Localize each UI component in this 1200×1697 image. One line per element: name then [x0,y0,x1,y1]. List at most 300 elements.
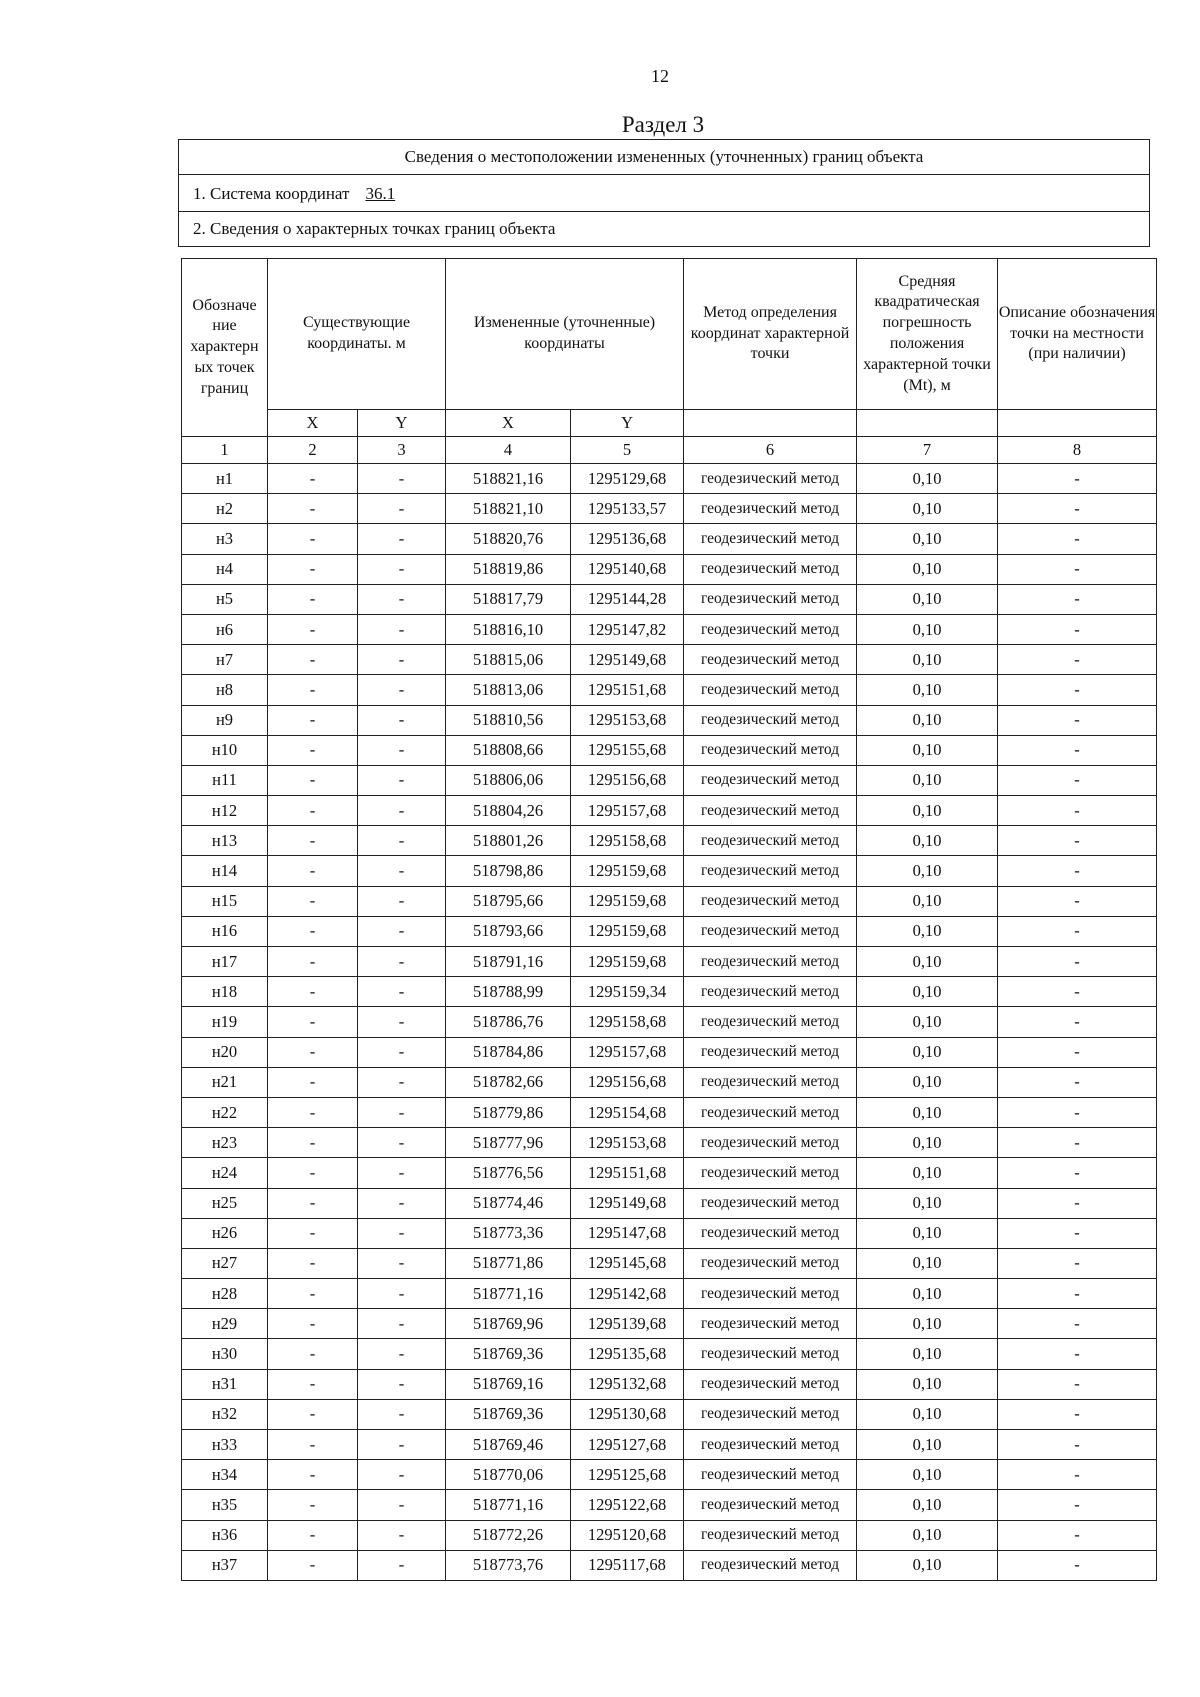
method-cell: геодезический метод [684,1067,857,1097]
point-id-cell: н32 [182,1399,268,1429]
mean-square-error-cell: 0,10 [857,494,998,524]
existing-x-cell: - [268,765,358,795]
existing-y-cell: - [358,675,446,705]
mean-square-error-cell: 0,10 [857,1248,998,1278]
table-row [182,1037,1157,1067]
existing-y-cell: - [358,1067,446,1097]
changed-y-cell: 1295147,68 [571,1218,684,1248]
point-description-cell: - [998,1007,1157,1037]
changed-y-cell: 1295117,68 [571,1550,684,1580]
changed-x-cell: 518808,66 [446,735,571,765]
changed-y-cell: 1295155,68 [571,735,684,765]
changed-x-cell: 518771,16 [446,1490,571,1520]
section-title: Раздел 3 [621,112,705,137]
point-id-cell: н13 [182,826,268,856]
point-description-cell: - [998,977,1157,1007]
method-cell: геодезический метод [684,675,857,705]
method-cell: геодезический метод [684,916,857,946]
changed-y-cell: 1295125,68 [571,1460,684,1490]
changed-x-cell: 518793,66 [446,916,571,946]
point-id-cell: н20 [182,1037,268,1067]
existing-x-cell: - [268,1097,358,1127]
mean-square-error-cell: 0,10 [857,464,998,494]
changed-x-cell: 518816,10 [446,614,571,644]
method-cell: геодезический метод [684,1128,857,1158]
changed-y-cell: 1295159,68 [571,947,684,977]
point-id-cell: н27 [182,1248,268,1278]
method-cell: геодезический метод [684,1188,857,1218]
changed-x-cell: 518817,79 [446,584,571,614]
point-id-cell: н37 [182,1550,268,1580]
table-row [182,1158,1157,1188]
table-row [182,1309,1157,1339]
table-row [182,1218,1157,1248]
point-id-cell: н3 [182,524,268,554]
mean-square-error-cell: 0,10 [857,1309,998,1339]
point-id-cell: н16 [182,916,268,946]
existing-x-cell: - [268,886,358,916]
method-cell: геодезический метод [684,524,857,554]
header-existing-coordinates: Существующие координаты. м [268,259,446,410]
point-id-cell: н1 [182,464,268,494]
changed-x-cell: 518815,06 [446,645,571,675]
point-description-cell: - [998,614,1157,644]
point-id-cell: н30 [182,1339,268,1369]
mean-square-error-cell: 0,10 [857,886,998,916]
header-empty-cell [857,410,998,437]
point-description-cell: - [998,735,1157,765]
changed-y-cell: 1295140,68 [571,554,684,584]
changed-y-cell: 1295159,34 [571,977,684,1007]
existing-x-cell: - [268,1128,358,1158]
header-point-designation: Обозначе ние характерн ых точек границ [182,259,268,437]
point-id-cell: н11 [182,765,268,795]
point-id-cell: н18 [182,977,268,1007]
changed-x-cell: 518769,16 [446,1369,571,1399]
point-id-cell: н36 [182,1520,268,1550]
method-cell: геодезический метод [684,1490,857,1520]
changed-y-cell: 1295147,82 [571,614,684,644]
existing-y-cell: - [358,1188,446,1218]
changed-y-cell: 1295144,28 [571,584,684,614]
column-number: 3 [358,437,446,464]
method-cell: геодезический метод [684,856,857,886]
method-cell: геодезический метод [684,1550,857,1580]
point-id-cell: н29 [182,1309,268,1339]
coordinate-system-row [179,175,1149,212]
method-cell: геодезический метод [684,765,857,795]
table-row [182,1128,1157,1158]
existing-x-cell: - [268,735,358,765]
point-id-cell: н24 [182,1158,268,1188]
existing-y-cell: - [358,947,446,977]
changed-x-cell: 518806,06 [446,765,571,795]
method-cell: геодезический метод [684,614,857,644]
table-row [182,524,1157,554]
changed-x-cell: 518810,56 [446,705,571,735]
existing-y-cell: - [358,524,446,554]
mean-square-error-cell: 0,10 [857,1097,998,1127]
table-row [182,554,1157,584]
point-id-cell: н2 [182,494,268,524]
changed-y-cell: 1295159,68 [571,856,684,886]
existing-x-cell: - [268,826,358,856]
changed-y-cell: 1295156,68 [571,1067,684,1097]
table-row [182,1520,1157,1550]
existing-y-cell: - [358,1158,446,1188]
changed-y-cell: 1295130,68 [571,1399,684,1429]
existing-y-cell: - [358,1460,446,1490]
changed-y-cell: 1295151,68 [571,675,684,705]
point-description-cell: - [998,765,1157,795]
point-id-cell: н12 [182,796,268,826]
table-row [182,1279,1157,1309]
point-description-cell: - [998,1248,1157,1278]
table-row [182,584,1157,614]
changed-x-cell: 518769,36 [446,1399,571,1429]
point-id-cell: н22 [182,1097,268,1127]
mean-square-error-cell: 0,10 [857,977,998,1007]
point-description-cell: - [998,1097,1157,1127]
header-existing-y: Y [358,410,446,437]
changed-x-cell: 518788,99 [446,977,571,1007]
mean-square-error-cell: 0,10 [857,554,998,584]
existing-x-cell: - [268,1460,358,1490]
changed-x-cell: 518820,76 [446,524,571,554]
existing-y-cell: - [358,705,446,735]
table-row [182,977,1157,1007]
method-cell: геодезический метод [684,494,857,524]
characteristic-points-label: 2. Сведения о характерных точках границ объекта [193,219,556,238]
table-row [182,705,1157,735]
point-description-cell: - [998,1339,1157,1369]
changed-y-cell: 1295159,68 [571,886,684,916]
point-description-cell: - [998,1520,1157,1550]
table-row [182,1399,1157,1429]
point-id-cell: н28 [182,1279,268,1309]
table-row [182,1067,1157,1097]
existing-x-cell: - [268,796,358,826]
point-description-cell: - [998,705,1157,735]
existing-y-cell: - [358,886,446,916]
changed-x-cell: 518769,96 [446,1309,571,1339]
changed-y-cell: 1295151,68 [571,1158,684,1188]
existing-y-cell: - [358,796,446,826]
method-cell: геодезический метод [684,1399,857,1429]
method-cell: геодезический метод [684,1460,857,1490]
table-row [182,1490,1157,1520]
changed-y-cell: 1295139,68 [571,1309,684,1339]
existing-x-cell: - [268,1037,358,1067]
changed-x-cell: 518798,86 [446,856,571,886]
header-existing-x: X [268,410,358,437]
existing-y-cell: - [358,826,446,856]
existing-x-cell: - [268,1339,358,1369]
table-row [182,1430,1157,1460]
existing-x-cell: - [268,524,358,554]
existing-x-cell: - [268,856,358,886]
existing-y-cell: - [358,1097,446,1127]
existing-y-cell: - [358,614,446,644]
mean-square-error-cell: 0,10 [857,524,998,554]
mean-square-error-cell: 0,10 [857,1158,998,1188]
column-number: 6 [684,437,857,464]
changed-y-cell: 1295157,68 [571,1037,684,1067]
table-row [182,1097,1157,1127]
changed-x-cell: 518774,46 [446,1188,571,1218]
mean-square-error-cell: 0,10 [857,1430,998,1460]
existing-y-cell: - [358,977,446,1007]
coordinate-system-value: 36.1 [365,184,396,203]
existing-x-cell: - [268,1248,358,1278]
existing-x-cell: - [268,977,358,1007]
point-description-cell: - [998,675,1157,705]
table-row [182,645,1157,675]
point-id-cell: н15 [182,886,268,916]
changed-y-cell: 1295136,68 [571,524,684,554]
method-cell: геодезический метод [684,554,857,584]
existing-x-cell: - [268,1007,358,1037]
table-row [182,796,1157,826]
method-cell: геодезический метод [684,977,857,1007]
changed-x-cell: 518776,56 [446,1158,571,1188]
point-id-cell: н5 [182,584,268,614]
point-description-cell: - [998,1309,1157,1339]
changed-y-cell: 1295122,68 [571,1490,684,1520]
changed-x-cell: 518813,06 [446,675,571,705]
changed-x-cell: 518773,76 [446,1550,571,1580]
table-row [182,494,1157,524]
existing-x-cell: - [268,916,358,946]
changed-y-cell: 1295129,68 [571,464,684,494]
mean-square-error-cell: 0,10 [857,1128,998,1158]
table-row [182,464,1157,494]
changed-x-cell: 518821,10 [446,494,571,524]
point-description-cell: - [998,645,1157,675]
table-row [182,765,1157,795]
point-id-cell: н14 [182,856,268,886]
mean-square-error-cell: 0,10 [857,1550,998,1580]
point-description-cell: - [998,1128,1157,1158]
table-row [182,856,1157,886]
existing-y-cell: - [358,1279,446,1309]
existing-y-cell: - [358,645,446,675]
changed-x-cell: 518782,66 [446,1067,571,1097]
changed-x-cell: 518769,46 [446,1430,571,1460]
point-id-cell: н8 [182,675,268,705]
method-cell: геодезический метод [684,886,857,916]
point-id-cell: н31 [182,1369,268,1399]
point-id-cell: н21 [182,1067,268,1097]
existing-x-cell: - [268,1430,358,1460]
changed-y-cell: 1295156,68 [571,765,684,795]
existing-y-cell: - [358,1309,446,1339]
method-cell: геодезический метод [684,464,857,494]
existing-x-cell: - [268,584,358,614]
mean-square-error-cell: 0,10 [857,1279,998,1309]
existing-y-cell: - [358,1430,446,1460]
column-number: 1 [182,437,268,464]
coordinate-system-label: 1. Система координат [193,184,350,203]
column-number: 8 [998,437,1157,464]
point-description-cell: - [998,1158,1157,1188]
existing-y-cell: - [358,1520,446,1550]
existing-y-cell: - [358,1550,446,1580]
table-row [182,1550,1157,1580]
table-row [182,675,1157,705]
changed-x-cell: 518769,36 [446,1339,571,1369]
existing-x-cell: - [268,675,358,705]
point-description-cell: - [998,554,1157,584]
method-cell: геодезический метод [684,1158,857,1188]
mean-square-error-cell: 0,10 [857,1218,998,1248]
point-description-cell: - [998,1550,1157,1580]
changed-y-cell: 1295149,68 [571,1188,684,1218]
changed-x-cell: 518771,86 [446,1248,571,1278]
point-description-cell: - [998,1218,1157,1248]
existing-y-cell: - [358,1369,446,1399]
table-row [182,1188,1157,1218]
existing-y-cell: - [358,856,446,886]
point-id-cell: н7 [182,645,268,675]
existing-y-cell: - [358,584,446,614]
changed-x-cell: 518770,06 [446,1460,571,1490]
method-cell: геодезический метод [684,1430,857,1460]
point-id-cell: н23 [182,1128,268,1158]
point-description-cell: - [998,1399,1157,1429]
existing-y-cell: - [358,494,446,524]
mean-square-error-cell: 0,10 [857,645,998,675]
point-description-cell: - [998,1037,1157,1067]
mean-square-error-cell: 0,10 [857,916,998,946]
point-description-cell: - [998,464,1157,494]
point-id-cell: н34 [182,1460,268,1490]
existing-x-cell: - [268,1399,358,1429]
existing-y-cell: - [358,1248,446,1278]
existing-y-cell: - [358,1490,446,1520]
object-boundaries-title: Сведения о местоположении измененных (уточненных) границ объекта [179,140,1149,175]
point-description-cell: - [998,1369,1157,1399]
mean-square-error-cell: 0,10 [857,584,998,614]
point-description-cell: - [998,1490,1157,1520]
mean-square-error-cell: 0,10 [857,1490,998,1520]
existing-x-cell: - [268,1369,358,1399]
method-cell: геодезический метод [684,796,857,826]
existing-x-cell: - [268,705,358,735]
method-cell: геодезический метод [684,1279,857,1309]
method-cell: геодезический метод [684,1097,857,1127]
method-cell: геодезический метод [684,584,857,614]
mean-square-error-cell: 0,10 [857,1520,998,1550]
point-id-cell: н6 [182,614,268,644]
point-id-cell: н17 [182,947,268,977]
changed-y-cell: 1295127,68 [571,1430,684,1460]
existing-x-cell: - [268,1490,358,1520]
existing-y-cell: - [358,916,446,946]
existing-x-cell: - [268,1218,358,1248]
header-method: Метод определения координат характерной точки [684,259,857,410]
point-id-cell: н33 [182,1430,268,1460]
table-row [182,826,1157,856]
header-mean-square-error: Средняя квадратическая погрешность положения характерной точки (Mt), м [857,259,998,410]
changed-x-cell: 518791,16 [446,947,571,977]
table-row [182,1007,1157,1037]
point-id-cell: н25 [182,1188,268,1218]
table-row [182,1369,1157,1399]
boundary-points-table [181,258,1157,1581]
mean-square-error-cell: 0,10 [857,796,998,826]
existing-y-cell: - [358,1007,446,1037]
changed-y-cell: 1295153,68 [571,1128,684,1158]
header-point-description: Описание обозначения точки на местности (при наличии) [998,259,1157,410]
changed-x-cell: 518786,76 [446,1007,571,1037]
table-row [182,947,1157,977]
point-description-cell: - [998,1460,1157,1490]
existing-y-cell: - [358,1128,446,1158]
column-number: 4 [446,437,571,464]
mean-square-error-cell: 0,10 [857,765,998,795]
point-id-cell: н19 [182,1007,268,1037]
changed-y-cell: 1295149,68 [571,645,684,675]
existing-x-cell: - [268,1158,358,1188]
table-row [182,916,1157,946]
changed-y-cell: 1295159,68 [571,916,684,946]
method-cell: геодезический метод [684,1309,857,1339]
changed-y-cell: 1295145,68 [571,1248,684,1278]
existing-x-cell: - [268,464,358,494]
changed-y-cell: 1295132,68 [571,1369,684,1399]
changed-x-cell: 518771,16 [446,1279,571,1309]
mean-square-error-cell: 0,10 [857,1369,998,1399]
point-description-cell: - [998,796,1157,826]
existing-x-cell: - [268,614,358,644]
changed-x-cell: 518784,86 [446,1037,571,1067]
method-cell: геодезический метод [684,1007,857,1037]
mean-square-error-cell: 0,10 [857,826,998,856]
changed-y-cell: 1295120,68 [571,1520,684,1550]
changed-x-cell: 518779,86 [446,1097,571,1127]
page-number: 12 [651,66,669,86]
existing-y-cell: - [358,765,446,795]
mean-square-error-cell: 0,10 [857,705,998,735]
existing-x-cell: - [268,1309,358,1339]
table-row [182,1460,1157,1490]
point-description-cell: - [998,916,1157,946]
point-description-cell: - [998,947,1157,977]
column-number: 2 [268,437,358,464]
changed-x-cell: 518777,96 [446,1128,571,1158]
mean-square-error-cell: 0,10 [857,1188,998,1218]
method-cell: геодезический метод [684,705,857,735]
header-changed-coordinates: Измененные (уточненные) координаты [446,259,684,410]
existing-x-cell: - [268,1550,358,1580]
method-cell: геодезический метод [684,1369,857,1399]
changed-x-cell: 518801,26 [446,826,571,856]
changed-x-cell: 518773,36 [446,1218,571,1248]
existing-y-cell: - [358,554,446,584]
changed-x-cell: 518772,26 [446,1520,571,1550]
method-cell: геодезический метод [684,1218,857,1248]
method-cell: геодезический метод [684,1248,857,1278]
table-row [182,1339,1157,1369]
changed-x-cell: 518795,66 [446,886,571,916]
mean-square-error-cell: 0,10 [857,735,998,765]
point-id-cell: н4 [182,554,268,584]
changed-y-cell: 1295133,57 [571,494,684,524]
changed-y-cell: 1295153,68 [571,705,684,735]
existing-x-cell: - [268,494,358,524]
mean-square-error-cell: 0,10 [857,947,998,977]
